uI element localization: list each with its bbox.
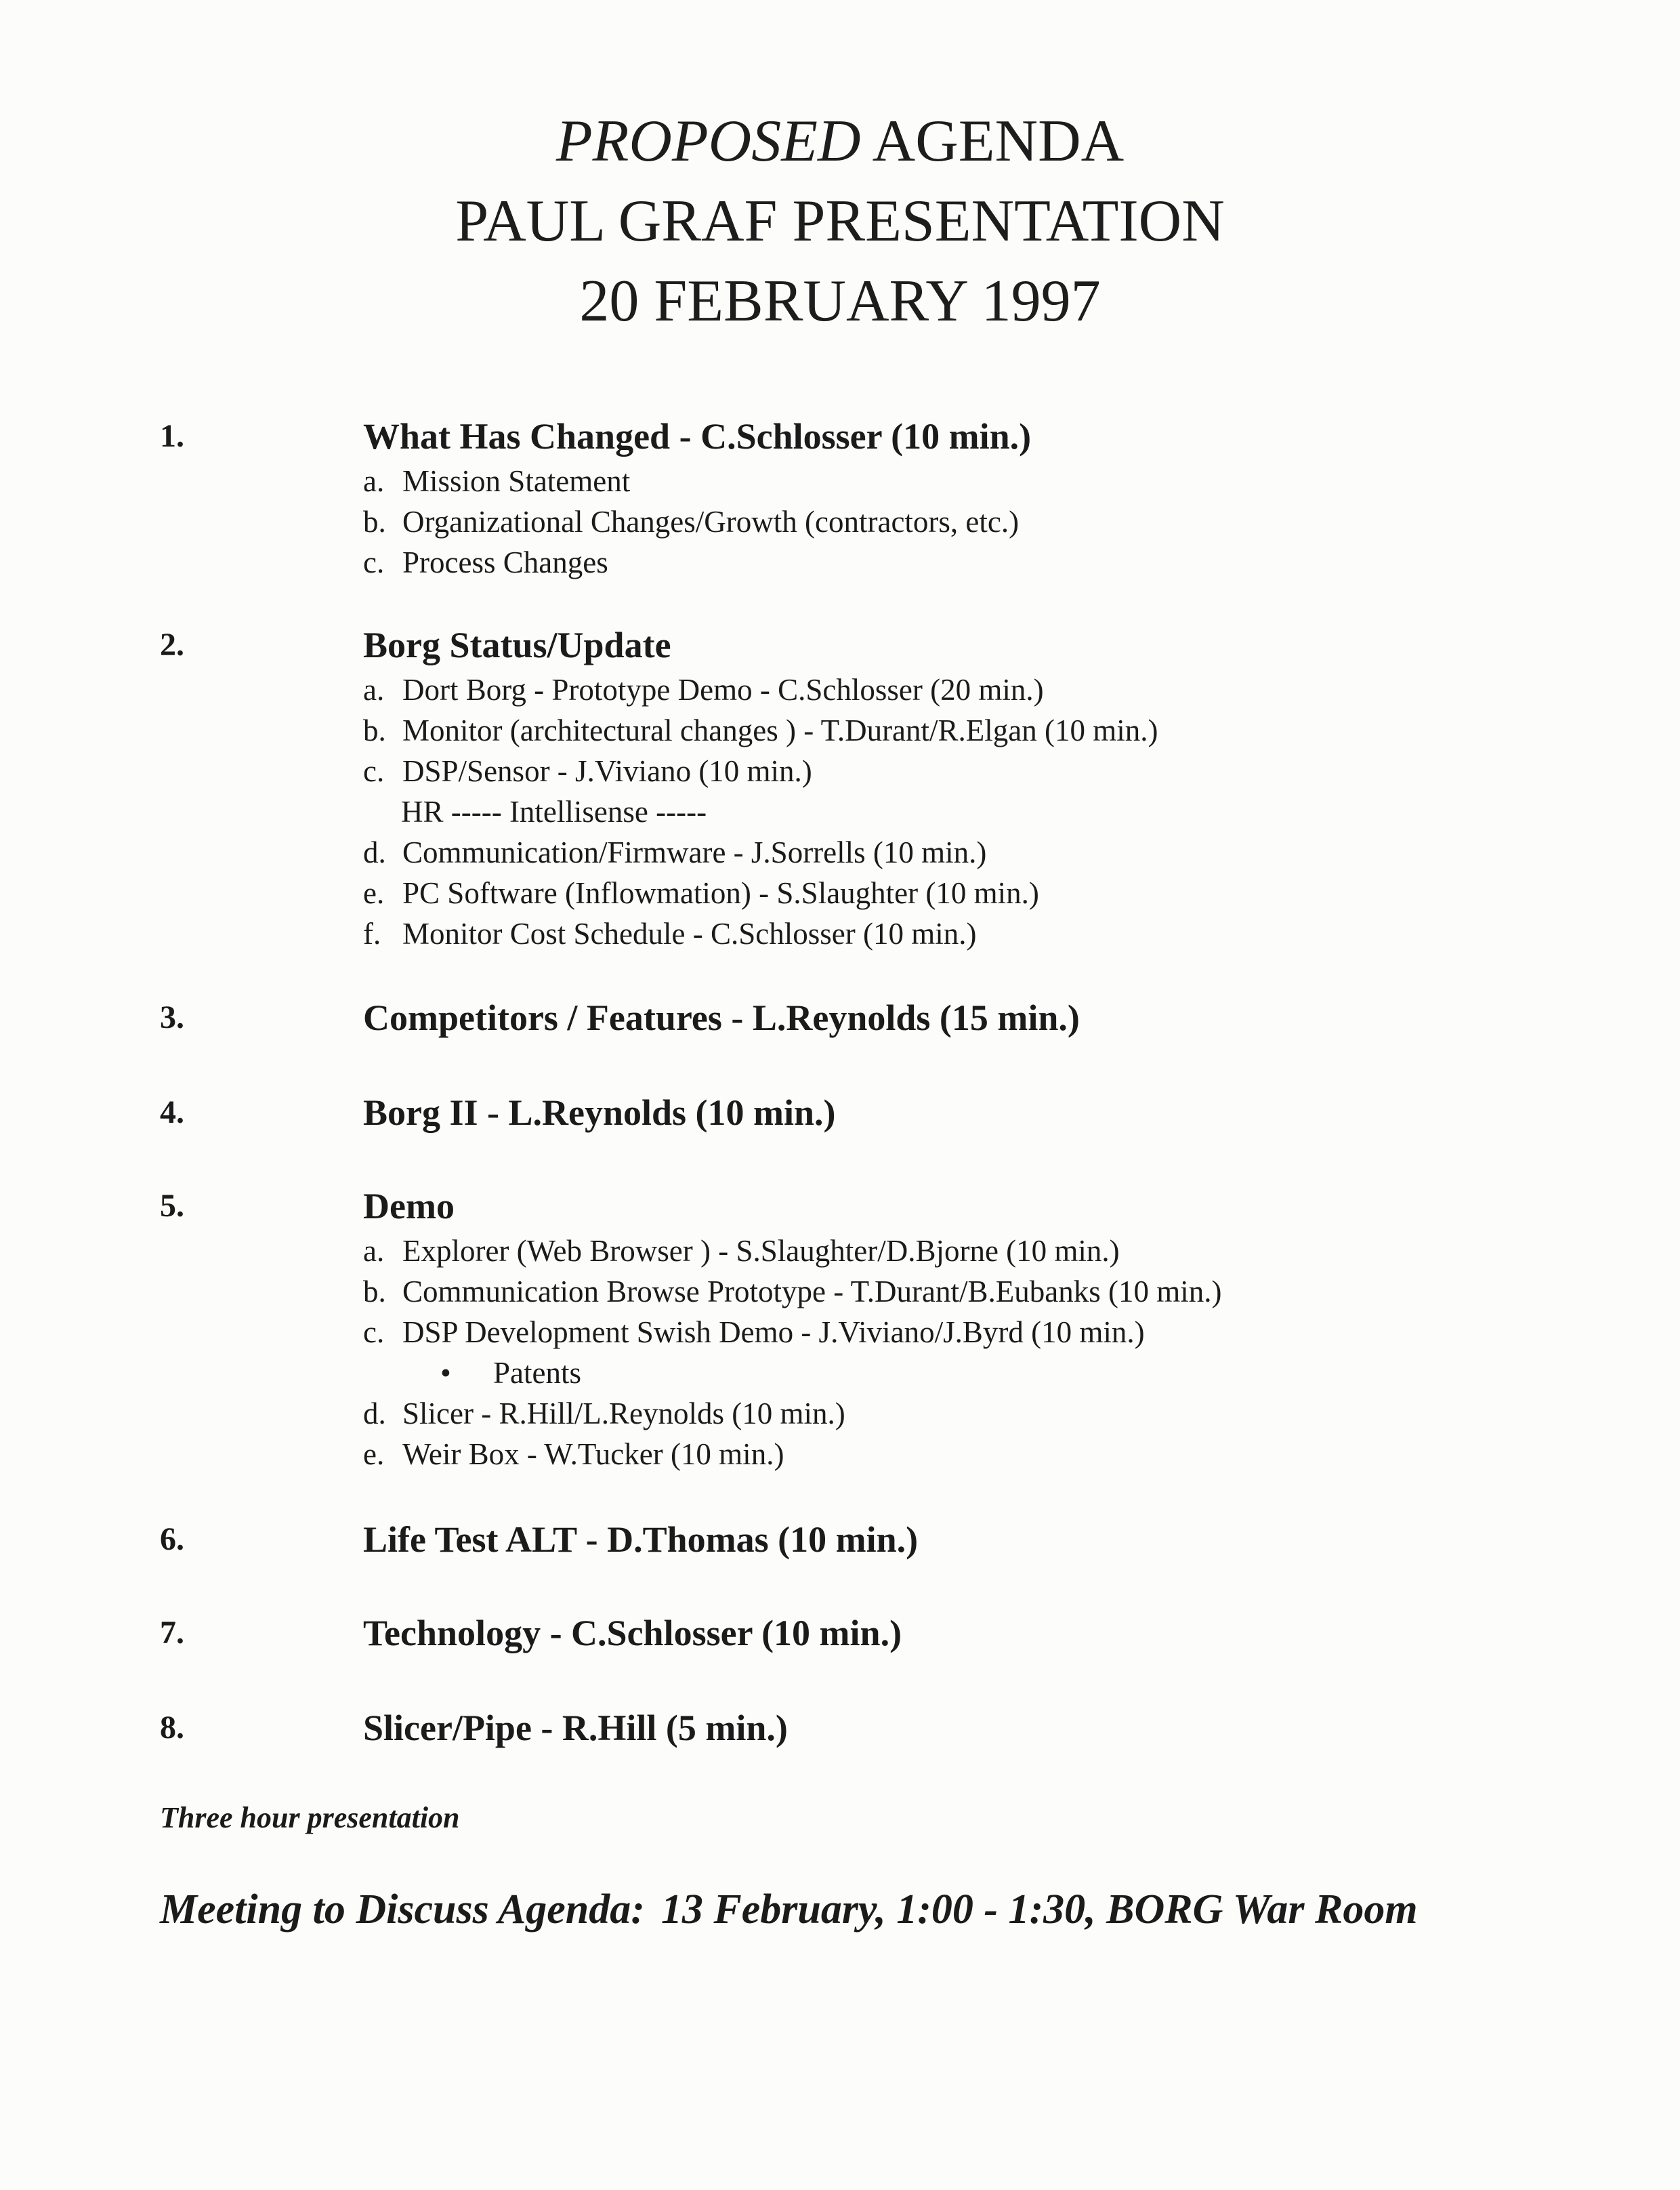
- duration-note: Three hour presentation: [160, 1801, 460, 1834]
- document-title: [0, 102, 1680, 342]
- item-number: 2.: [160, 627, 184, 663]
- title-line-agenda: [0, 102, 1680, 182]
- title-proposed: PROPOSED: [555, 108, 861, 174]
- sub-item-list: [363, 669, 1158, 954]
- sub-item-note: HR ----- Intellisense -----: [401, 795, 707, 829]
- item-heading: Competitors / Features - L.Reynolds (15 min.): [363, 997, 1080, 1038]
- item-heading: Demo: [363, 1186, 455, 1226]
- sub-item: c. DSP Development Swish Demo - J.Viviano/J.Byrd (10 min.): [363, 1315, 1145, 1349]
- sub-item: d. Communication/Firmware - J.Sorrells (10 min.): [363, 835, 987, 869]
- item-heading: Technology - C.Schlosser (10 min.): [363, 1613, 902, 1653]
- sub-item: a. Dort Borg - Prototype Demo - C.Schlosser (20 min.): [363, 673, 1044, 707]
- item-number: 6.: [160, 1521, 184, 1557]
- item-heading: Borg II - L.Reynolds (10 min.): [363, 1092, 836, 1133]
- item-number: 1.: [160, 418, 184, 454]
- meeting-details: 13 February, 1:00 - 1:30, BORG War Room: [660, 1886, 1418, 1933]
- meeting-note: [160, 1882, 1418, 1937]
- item-number: 8.: [160, 1710, 184, 1745]
- item-heading: What Has Changed - C.Schlosser (10 min.): [363, 416, 1032, 457]
- sub-item-bullet: • Patents: [363, 1352, 1221, 1393]
- title-agenda: AGENDA: [872, 108, 1125, 174]
- item-heading: Slicer/Pipe - R.Hill (5 min.): [363, 1708, 788, 1748]
- item-heading: Life Test ALT - D.Thomas (10 min.): [363, 1519, 919, 1560]
- title-date: 20 FEBRUARY 1997: [579, 268, 1101, 334]
- sub-item-list: [363, 1231, 1221, 1474]
- sub-item: c. DSP/Sensor - J.Viviano (10 min.): [363, 754, 812, 788]
- meeting-label: Meeting to Discuss Agenda:: [160, 1886, 645, 1933]
- item-number: 4.: [160, 1094, 184, 1130]
- item-heading: Borg Status/Update: [363, 625, 671, 665]
- sub-item: d. Slicer - R.Hill/L.Reynolds (10 min.): [363, 1397, 845, 1430]
- sub-item: b. Communication Browse Prototype - T.Durant/B.Eubanks (10 min.): [363, 1275, 1222, 1308]
- sub-item: b. Organizational Changes/Growth (contractors, etc.): [363, 505, 1020, 539]
- sub-item: e. PC Software (Inflowmation) - S.Slaughter (10 min.): [363, 876, 1039, 910]
- sub-item: f. Monitor Cost Schedule - C.Schlosser (10 min.): [363, 917, 977, 951]
- sub-item: a. Mission Statement: [363, 464, 631, 498]
- sub-item: b. Monitor (architectural changes ) - T.Durant/R.Elgan (10 min.): [363, 714, 1158, 747]
- item-number: 5.: [160, 1188, 184, 1224]
- sub-item: a. Explorer (Web Browser ) - S.Slaughter/D.Bjorne (10 min.): [363, 1234, 1120, 1268]
- bullet-icon: •: [440, 1356, 451, 1390]
- title-presentation: PAUL GRAF PRESENTATION: [455, 188, 1225, 254]
- sub-item: e. Weir Box - W.Tucker (10 min.): [363, 1437, 784, 1471]
- item-number: 3.: [160, 999, 184, 1035]
- item-number: 7.: [160, 1615, 184, 1651]
- sub-item-list: [363, 461, 1019, 583]
- sub-item: c. Process Changes: [363, 545, 608, 579]
